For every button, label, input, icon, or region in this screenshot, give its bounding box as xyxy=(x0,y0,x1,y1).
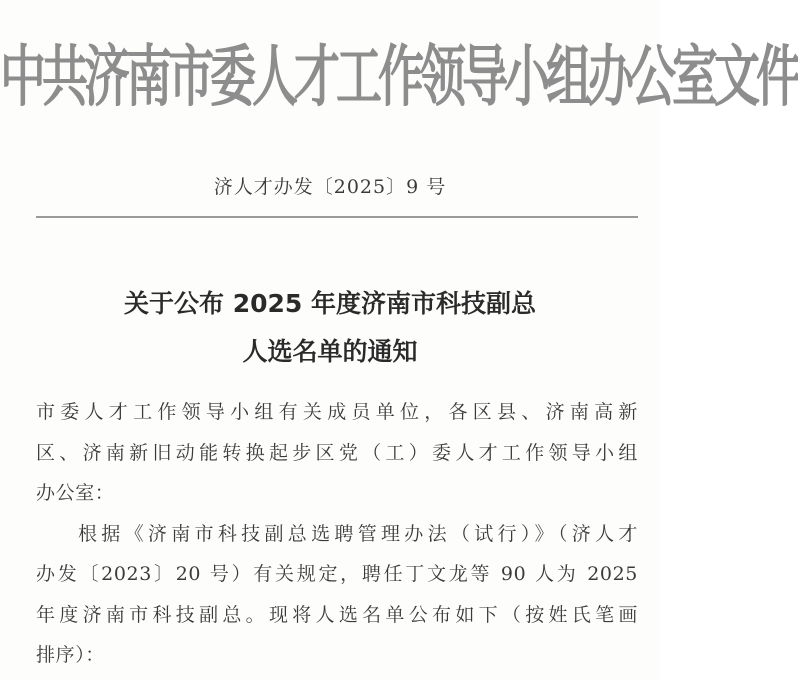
notice-title-line: 人选名单的通知 xyxy=(242,337,418,366)
paragraph-line: 年度济南市科技副总。现将人选名单公布如下（按姓氏笔画 xyxy=(36,603,638,626)
notice-title-line: 关于公布 2025 年度济南市科技副总 xyxy=(124,289,536,318)
recipients-line: 办公室： xyxy=(36,482,115,504)
paragraph-line: 排序）： xyxy=(36,644,105,666)
notice-body xyxy=(36,392,638,676)
document-number: 济人才办发〔2025〕9 号 xyxy=(213,176,447,198)
recipients-line: 区、济南新旧动能转换起步区党（工）委人才工作领导小组 xyxy=(36,441,638,464)
paragraph-line: 办发〔2023〕20 号）有关规定，聘任丁文龙等 90 人为 2025 xyxy=(36,563,638,585)
recipients-line: 市委人才工作领导小组有关成员单位，各区县、济南高新 xyxy=(36,401,638,423)
header-divider xyxy=(36,216,638,218)
notice-title xyxy=(0,280,660,376)
paragraph-line: 根据《济南市科技副总选聘管理办法（试行）》（济人才 xyxy=(78,522,638,545)
document-header-title: 中共济南市委人才工作领导小组办公室文件 xyxy=(0,37,798,116)
